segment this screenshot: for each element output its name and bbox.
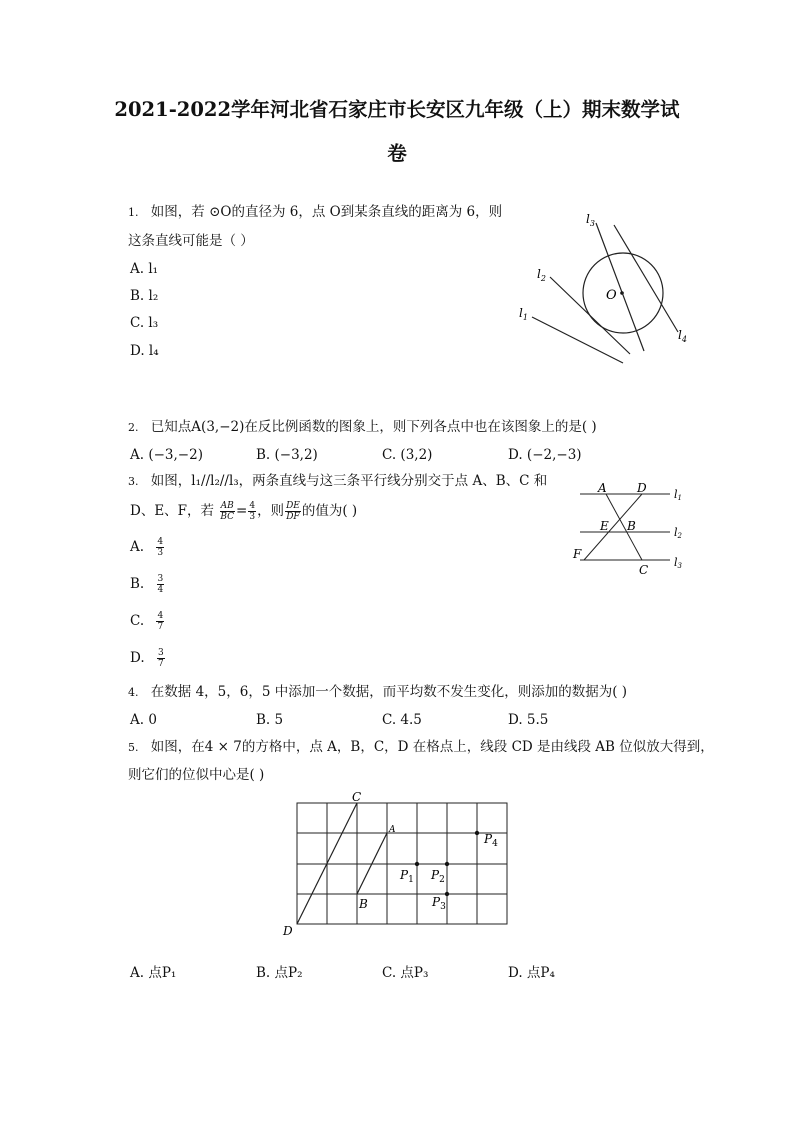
q5-text-line2: 则它们的位似中心是( ): [128, 767, 265, 783]
q3-label-d: D: [637, 481, 647, 495]
q1-text-line2: 这条直线可能是（ ）: [128, 233, 254, 249]
q1-line-l2: [550, 277, 630, 354]
q1-option-a[interactable]: A. l₁: [130, 261, 159, 277]
q3-condition-equals: =: [236, 503, 248, 519]
q1-text-line1: 如图，若 ⊙O的直径为 6，点 O到某条直线的距离为 6，则: [150, 204, 503, 220]
q2-stem: [128, 417, 597, 438]
q1-number: 1.: [128, 206, 139, 219]
q1-figure: [510, 205, 700, 370]
q5-label-p2: $P_2$: [431, 868, 445, 885]
q3-condition-value: $\frac{4}{3}$: [249, 501, 256, 522]
q5-label-a: A: [389, 825, 396, 835]
q5-label-b: B: [359, 897, 368, 911]
paper-title-line1: 2021-2022学年河北省石家庄市长安区九年级（上）期末数学试: [114, 98, 680, 121]
q5-stem-line1: [128, 737, 714, 758]
q3-stem-line2: [130, 501, 357, 522]
q1-label-l3: $l_3$: [586, 212, 595, 228]
q2-text: 已知点A(3,−2)在反比例函数的图象上，则下列各点中也在该图象上的是( ): [150, 419, 597, 435]
q5-point-p3: [445, 892, 449, 896]
q3-number: 3.: [128, 475, 139, 488]
q3-label-e: E: [600, 519, 609, 533]
q4-stem: [128, 682, 627, 703]
q3-option-a[interactable]: A. $\frac{4}{3}$: [130, 537, 164, 558]
q1-line-l4: [614, 225, 678, 332]
q4-option-b[interactable]: B. 5: [256, 712, 284, 728]
q5-point-p4: [475, 831, 479, 835]
q1-label-l1: $l_1$: [519, 306, 528, 322]
q5-label-p3: $P_3$: [432, 895, 446, 912]
q3-label-f: F: [573, 547, 582, 561]
q2-option-a[interactable]: A. (−3,−2): [130, 447, 203, 463]
q2-option-d[interactable]: D. (−2,−3): [508, 447, 582, 463]
q2-option-b[interactable]: B. (−3,2): [256, 447, 318, 463]
q3-text-line2-b: ，则: [257, 503, 285, 519]
q3-stem-line1: [128, 471, 547, 492]
q5-label-c: C: [352, 790, 362, 804]
q5-point-p2: [445, 862, 449, 866]
q1-line-l1: [532, 317, 623, 363]
q3-text-line2-a: D、E、F，若: [130, 503, 215, 519]
q5-option-d[interactable]: D. 点P₄: [508, 965, 555, 981]
q5-option-b[interactable]: B. 点P₂: [256, 965, 303, 981]
q3-figure: [570, 478, 700, 578]
paper-title-line2: 卷: [387, 142, 407, 165]
q5-label-d: D: [283, 924, 293, 938]
q3-condition-fraction: $\frac{AB}{BC}$: [220, 501, 235, 522]
q3-option-c[interactable]: C. $\frac{4}{7}$: [130, 611, 164, 632]
q1-option-c[interactable]: C. l₃: [130, 315, 159, 331]
q1-option-d[interactable]: D. l₄: [130, 343, 159, 359]
q3-label-l3: l3: [674, 556, 682, 570]
q1-label-l2: $l_2$: [537, 267, 546, 283]
q5-option-a[interactable]: A. 点P₁: [130, 965, 177, 981]
q3-transversal-ac: [606, 494, 642, 560]
q1-line-l3: [596, 223, 644, 351]
q5-label-p4: $P_4$: [484, 832, 498, 849]
q3-ask-fraction: $\frac{DE}{DF}$: [286, 501, 300, 522]
q4-option-d[interactable]: D. 5.5: [508, 712, 549, 728]
q4-option-a[interactable]: A. 0: [130, 712, 157, 728]
q5-option-c[interactable]: C. 点P₃: [382, 965, 429, 981]
q3-option-b[interactable]: B. $\frac{3}{4}$: [130, 574, 164, 595]
q5-point-p1: [415, 862, 419, 866]
q4-text: 在数据 4，5，6，5 中添加一个数据，而平均数不发生变化，则添加的数据为( ): [150, 684, 628, 700]
q3-label-b: B: [627, 519, 636, 533]
q3-label-l1: l1: [674, 488, 682, 502]
q1-option-b[interactable]: B. l₂: [130, 288, 159, 304]
q2-option-c[interactable]: C. (3,2): [382, 447, 433, 463]
q5-number: 5.: [128, 741, 139, 754]
q3-text-line1: 如图，l₁//l₂//l₃，两条直线与这三条平行线分别交于点 A、B、C 和: [150, 473, 548, 489]
q4-number: 4.: [128, 686, 139, 699]
q5-label-p1: $P_1$: [400, 868, 414, 885]
q3-label-l2: l2: [674, 526, 682, 540]
q2-number: 2.: [128, 421, 139, 434]
q4-option-c[interactable]: C. 4.5: [382, 712, 422, 728]
q3-label-c: C: [639, 563, 649, 577]
q5-figure: [280, 788, 520, 943]
q1-stem-line1: [128, 202, 502, 223]
q3-label-a: A: [598, 481, 607, 495]
q3-option-d[interactable]: D. $\frac{3}{7}$: [130, 648, 164, 669]
q3-text-line2-c: 的值为( ): [301, 503, 358, 519]
q1-label-l4: $l_4$: [678, 328, 687, 344]
q5-text-line1: 如图，在4 × 7的方格中，点 A，B，C，D 在格点上，线段 CD 是由线段 AB 位似放大得到，: [150, 739, 714, 755]
q1-label-center: O: [606, 288, 617, 303]
q5-grid: [297, 803, 507, 924]
